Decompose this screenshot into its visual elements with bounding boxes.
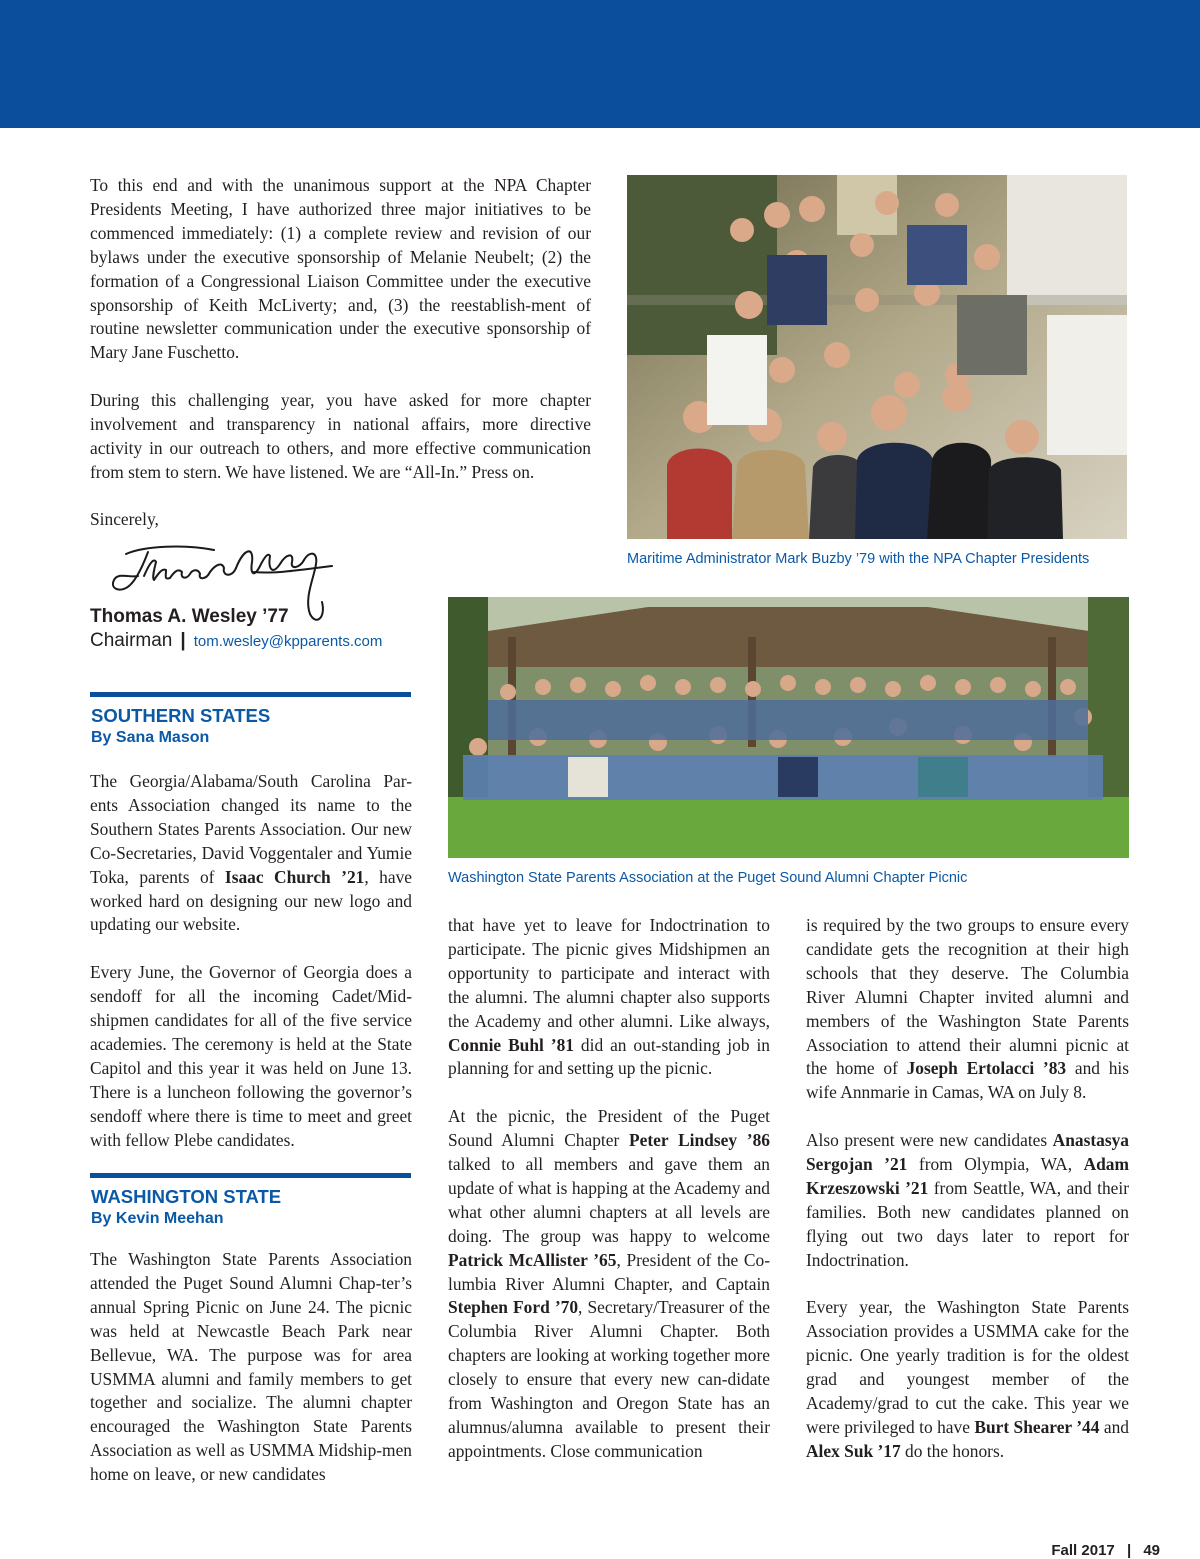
text-run: , have worked hard on designing our new logo and updating our website. xyxy=(90,866,412,935)
letter-closing: Sincerely, xyxy=(90,509,159,529)
right-paragraph-1 xyxy=(806,914,1129,1105)
text-run: that have yet to leave for Indoctrination to participate. The picnic gives Midshipmen an opportunity to participate and interact with the alumni. The alumni chapter also supports the Academy and other alumni. Like always, xyxy=(448,915,770,1031)
signer-email-link[interactable]: tom.wesley@kpparents.com xyxy=(193,633,383,650)
text-run: , Secretary/Treasurer of the Columbia River Alumni Chapter. Both chapters are looking at working together more closely to ensure that every new can-didate from Washington and Oregon State has an alumnus/alumna available to present their appointments. Close communication xyxy=(448,1297,770,1461)
southern-states-paragraph-2: Every June, the Governor of Georgia does a sendoff for all the incoming Cadet/Mid-shipmen candidates for all of the five service academies. The ceremony is held at the State Capitol and this year it was held on June 13. There is a luncheon following the governor’s sendoff where there is time to meet and greet with fellow Plebe candidates. xyxy=(90,962,412,1150)
picnic-caption: Washington State Parents Association at the Puget Sound Alumni Chapter Picnic xyxy=(448,870,968,886)
washington-state-body xyxy=(90,1248,412,1487)
page-footer xyxy=(1051,1542,1160,1559)
text-run: from Olympia, WA, xyxy=(907,1154,1084,1175)
text-run: and xyxy=(1099,1417,1129,1437)
bold-name: Stephen Ford ’70 xyxy=(448,1297,579,1318)
text-run: At the picnic, the President of the Puget Sound Alumni Chapter xyxy=(448,1106,770,1151)
bold-name: Connie Buhl ’81 xyxy=(448,1034,574,1055)
text-run: The Georgia/Alabama/South Carolina Par-ents Association changed its name to the Southern States Parents Association. Our new Co-Secretaries, David Voggentaler and Yumie Toka, parents of xyxy=(90,771,412,887)
picnic-photo xyxy=(448,597,1129,858)
text-run: talked to all members and gave them an update of what is happing at the Academy and what other alumni chapters at all levels are doing. The group was happy to welcome xyxy=(448,1154,770,1246)
right-column xyxy=(806,914,1129,1464)
bold-name: Peter Lindsey ’86 xyxy=(629,1130,770,1151)
bold-name: Isaac Church ’21 xyxy=(224,866,365,887)
southern-states-rule xyxy=(90,692,411,697)
southern-states-byline: By Sana Mason xyxy=(91,729,210,746)
text-run: Every year, the Washington State Parents Association provides a USMMA cake for the picnic. One yearly tradition is for the oldest grad and youngest member of the Academy/grad to cut the cake. This year we were privileged to have xyxy=(806,1297,1129,1437)
letter-paragraph-2: During this challenging year, you have asked for more chapter involvement and transparency in national affairs, more directive activity in our outreach to others, and more effective communication from stem to stern. We have listened. We are “All-In.” Press on. xyxy=(90,390,591,482)
text-run: Also present were new candidates xyxy=(806,1130,1053,1151)
bold-name: Patrick McAllister ’65 xyxy=(448,1249,617,1270)
southern-states-title: SOUTHERN STATES xyxy=(91,705,271,726)
signer-info xyxy=(90,630,382,652)
bold-name: Burt Shearer ’44 xyxy=(974,1417,1100,1437)
bold-name: Anastasya Sergojan ’21 xyxy=(806,1130,1129,1175)
washington-state-title: WASHINGTON STATE xyxy=(91,1186,282,1207)
washington-state-rule xyxy=(90,1173,411,1178)
text-run: , President of the Co-lumbia River Alumni Chapter, and Captain xyxy=(448,1249,770,1294)
signer-name: Thomas A. Wesley ’77 xyxy=(90,606,289,627)
letter-body xyxy=(90,174,591,485)
southern-states-paragraph-1 xyxy=(90,770,412,937)
text-run: and his wife Annmarie in Camas, WA on July 8. xyxy=(806,1058,1129,1103)
middle-paragraph-2 xyxy=(448,1105,770,1464)
middle-column xyxy=(448,914,770,1464)
header-band xyxy=(0,0,1200,128)
text-run: from Seattle, WA, and their families. Both new candidates planned on flying out two days later to report for Indoctrination. xyxy=(806,1177,1129,1270)
signer-title: Chairman xyxy=(90,630,173,651)
text-run: is required by the two groups to ensure every candidate gets the recognition at their high schools that they deserve. The Columbia River Alumni Chapter invited alumni and members of the Washington State Parents Association to attend their alumni picnic at the home of xyxy=(806,915,1129,1079)
issue-label: Fall 2017 xyxy=(1051,1542,1115,1559)
washington-state-paragraph-1: The Washington State Parents Association attended the Puget Sound Alumni Chap-ter’s annual Spring Picnic on June 24. The picnic was held at Newcastle Beach Park near Bellevue, WA. The purpose was for area USMMA alumni and family members to get together and socialize. The alumni chapter encouraged the Washington State Parents Association as well as USMMA Midship-men home on leave, or new candidates xyxy=(90,1249,412,1485)
signer-separator: | xyxy=(180,630,186,651)
text-run: did an out-standing job in planning for and setting up the picnic. xyxy=(448,1034,770,1079)
bold-name: Adam Krzeszowski ’21 xyxy=(806,1154,1129,1198)
bold-name: Joseph Ertolacci ’83 xyxy=(906,1058,1067,1079)
southern-states-body xyxy=(90,770,412,1152)
bold-name: Alex Suk ’17 xyxy=(806,1440,901,1461)
middle-paragraph-1 xyxy=(448,914,770,1081)
text-run: do the honors. xyxy=(900,1440,1005,1461)
page-number: 49 xyxy=(1143,1542,1160,1559)
chapter-presidents-caption: Maritime Administrator Mark Buzby ’79 with the NPA Chapter Presidents xyxy=(627,551,1090,567)
letter-paragraph-1: To this end and with the unanimous support at the NPA Chapter Presidents Meeting, I have authorized three major initiatives to be commenced immediately: (1) a complete review and revision of our bylaws under the executive sponsorship of Melanie Neubelt; (2) the formation of a Congressional Liaison Committee under the executive sponsorship of Keith McLiverty; and, (3) the reestablish-ment of routine newsletter communication under the executive sponsorship of Mary Jane Fuschetto. xyxy=(90,175,591,363)
washington-state-byline: By Kevin Meehan xyxy=(91,1210,224,1227)
chapter-presidents-photo xyxy=(627,175,1127,539)
footer-separator: | xyxy=(1126,1542,1132,1559)
right-paragraph-3 xyxy=(806,1296,1129,1463)
right-paragraph-2 xyxy=(806,1129,1129,1272)
